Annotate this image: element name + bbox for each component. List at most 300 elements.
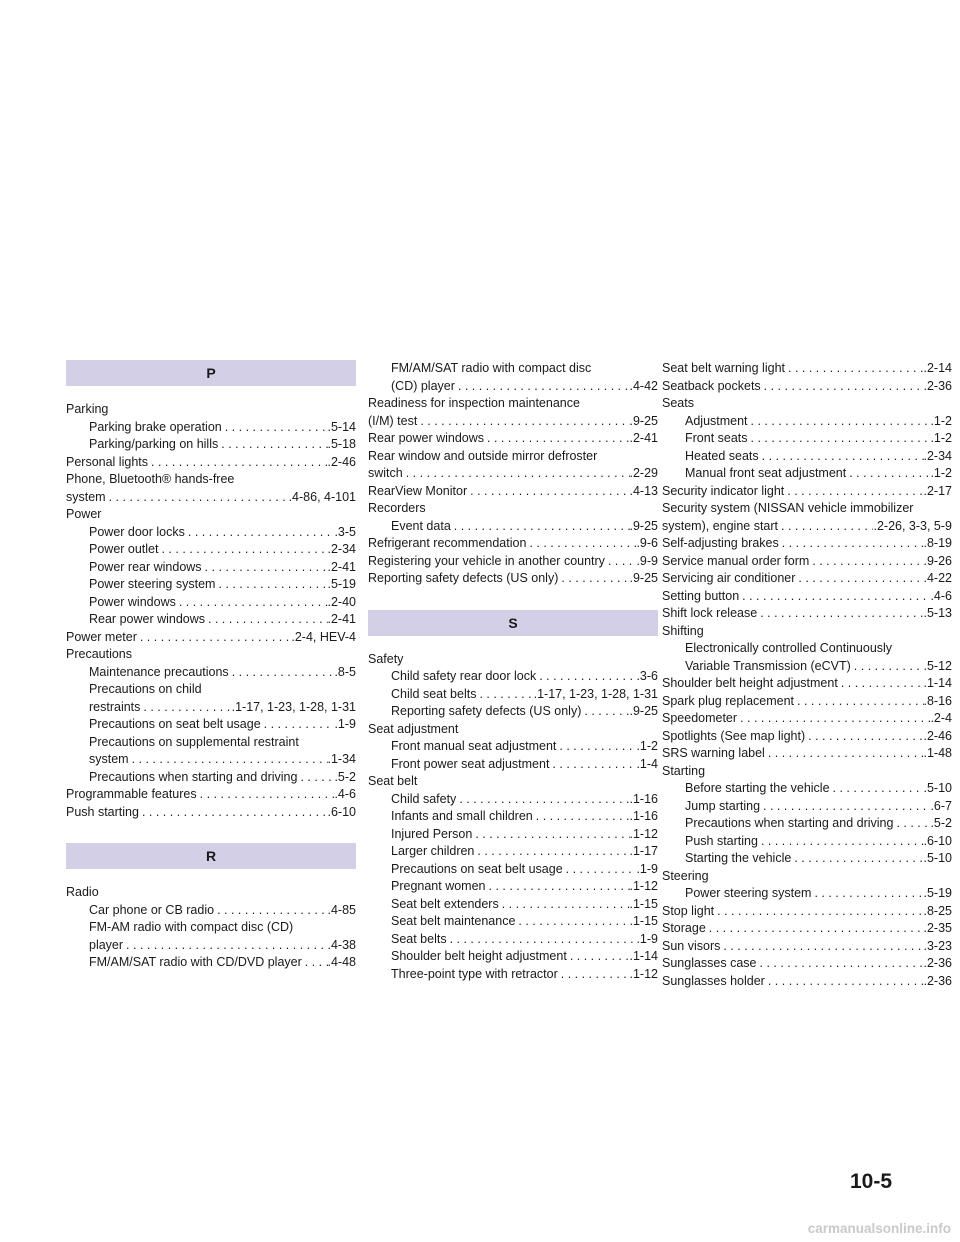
index-heading: Radio xyxy=(66,885,99,899)
dot-leader xyxy=(261,716,335,734)
entry-label: Speedometer xyxy=(662,711,738,725)
page-reference: .1-2 xyxy=(930,413,952,428)
page-reference: .2-36 xyxy=(923,378,952,393)
index-entry xyxy=(662,605,952,623)
page-reference: .2-17 xyxy=(923,483,952,498)
entry-label: Spark plug replacement xyxy=(662,693,795,708)
index-heading: Precautions xyxy=(66,647,133,661)
section-header: S xyxy=(368,610,658,636)
dot-leader xyxy=(809,553,923,571)
entry-label: Shift lock release xyxy=(662,606,758,620)
page-reference: .9-6 xyxy=(636,536,658,550)
page-reference: .2-4, HEV-4 xyxy=(291,629,356,644)
index-heading: Starting xyxy=(662,763,706,778)
page-reference: .5-2 xyxy=(334,769,356,784)
index-entry xyxy=(368,413,658,431)
index-entry xyxy=(662,675,952,693)
entry-label: Precautions when starting and driving xyxy=(89,769,298,784)
index-entry xyxy=(66,769,356,787)
dot-leader xyxy=(893,815,930,833)
page-reference: .9-9 xyxy=(636,553,658,568)
entry-label: Parking brake operation xyxy=(89,419,222,434)
entry-label: Service manual order form xyxy=(662,553,810,568)
dot-leader xyxy=(779,535,924,553)
index-entry xyxy=(662,570,952,588)
entry-label: Registering your vehicle in another country xyxy=(368,553,605,568)
index-entry xyxy=(662,938,952,956)
entry-label: Sunglasses holder xyxy=(662,973,765,988)
index-entry xyxy=(368,553,658,571)
dot-leader xyxy=(456,791,629,809)
dot-leader xyxy=(417,413,629,431)
index-entry xyxy=(66,436,356,454)
dot-leader xyxy=(556,738,636,756)
index-entry xyxy=(66,576,356,594)
entry-label: Push starting xyxy=(66,804,139,819)
entry-label: Seat belts xyxy=(391,931,447,946)
entry-label: Precautions when starting and driving xyxy=(685,816,894,830)
dot-leader xyxy=(765,745,924,763)
dot-leader xyxy=(229,664,335,682)
page-reference: .5-10 xyxy=(923,851,952,865)
entry-label: Power rear windows xyxy=(89,559,202,574)
entry-label: system xyxy=(89,752,129,766)
dot-leader xyxy=(706,920,924,938)
index-entry xyxy=(66,454,356,472)
entry-label: Reporting safety defects (US only) xyxy=(368,571,559,585)
entry-label: FM/AM/SAT radio with CD/DVD player xyxy=(89,955,302,969)
dot-leader xyxy=(484,430,629,448)
index-entry xyxy=(66,664,356,682)
index-entry xyxy=(662,745,952,763)
index-entry xyxy=(66,751,356,769)
dot-leader xyxy=(139,804,328,822)
index-entry xyxy=(66,629,356,647)
entry-label: system), engine start xyxy=(662,518,779,533)
index-entry xyxy=(368,913,658,931)
dot-leader xyxy=(129,751,328,769)
dot-leader xyxy=(472,826,629,844)
dot-leader xyxy=(123,937,327,955)
index-entry xyxy=(368,756,658,774)
entry-label: Seat belt warning light xyxy=(662,361,785,375)
index-entry xyxy=(368,703,658,721)
entry-label: system xyxy=(66,489,106,504)
page-reference: .1-12 xyxy=(629,826,658,841)
dot-leader xyxy=(214,902,327,920)
index-entry xyxy=(662,973,952,991)
entry-label: switch xyxy=(368,466,403,480)
page-reference: .4-48 xyxy=(327,955,356,969)
index-entry xyxy=(368,518,658,536)
dot-leader xyxy=(549,756,636,774)
index-heading: Safety xyxy=(368,651,404,666)
index-column-1 xyxy=(66,360,356,972)
entry-label: Larger children xyxy=(391,844,475,858)
index-column-3 xyxy=(662,360,952,990)
index-entry xyxy=(662,903,952,921)
dot-leader xyxy=(558,570,629,588)
index-entry xyxy=(368,570,658,588)
page-reference: .6-7 xyxy=(930,798,952,813)
entry-label: Security indicator light xyxy=(662,483,785,498)
index-column-2 xyxy=(368,360,658,983)
dot-leader xyxy=(785,360,924,378)
index-entry xyxy=(368,843,658,861)
page-reference: .1-15 xyxy=(629,896,658,911)
dot-leader xyxy=(563,861,637,879)
page-reference: .4-38 xyxy=(327,937,356,952)
page-reference: .2-26, 3-3, 5-9 xyxy=(873,518,952,533)
index-entry xyxy=(66,594,356,612)
index-entry xyxy=(662,710,952,728)
page-reference: .9-25 xyxy=(629,704,658,718)
page-reference: .2-41 xyxy=(327,559,356,574)
page-reference: .9-25 xyxy=(629,518,658,533)
dot-leader xyxy=(526,535,636,553)
index-heading: FM-AM radio with compact disc (CD) xyxy=(89,920,294,934)
dot-leader xyxy=(851,658,924,676)
entry-label: Injured Person xyxy=(391,826,473,841)
entry-label: Power meter xyxy=(66,629,137,644)
index-entry xyxy=(368,791,658,809)
index-entry xyxy=(66,937,356,955)
index-heading: Shifting xyxy=(662,623,704,638)
page-reference: .8-19 xyxy=(923,536,952,550)
page-reference: .2-29 xyxy=(629,466,658,480)
dot-leader xyxy=(297,769,334,787)
entry-label: Adjustment xyxy=(685,413,748,428)
page-reference: .1-14 xyxy=(923,676,952,690)
entry-label: Event data xyxy=(391,518,451,533)
entry-label: Reporting safety defects (US only) xyxy=(391,704,582,718)
entry-label: Parking/parking on hills xyxy=(89,437,219,451)
index-entry xyxy=(662,553,952,571)
entry-label: Maintenance precautions xyxy=(89,664,229,679)
dot-leader xyxy=(218,436,327,454)
entry-label: Setting button xyxy=(662,588,740,603)
index-entry xyxy=(368,896,658,914)
entry-label: Starting the vehicle xyxy=(685,851,792,865)
page-reference: .5-18 xyxy=(327,437,356,451)
page-reference: .2-36 xyxy=(923,973,952,988)
page-number: 10-5 xyxy=(850,1170,893,1193)
dot-leader xyxy=(558,966,630,984)
entry-label: Precautions on seat belt usage xyxy=(89,717,261,731)
index-entry xyxy=(662,413,952,431)
page-reference: .1-9 xyxy=(334,717,356,731)
entry-label: Power door locks xyxy=(89,524,185,539)
entry-label: Precautions on seat belt usage xyxy=(391,861,563,876)
page-reference: .1-14 xyxy=(629,949,658,963)
page-reference: .4-22 xyxy=(923,571,952,585)
page-reference: .1-16 xyxy=(629,791,658,806)
entry-label: Child safety rear door lock xyxy=(391,669,537,683)
index-heading: Precautions on supplemental restraint xyxy=(89,734,299,749)
index-heading: Precautions on child xyxy=(89,682,202,696)
index-entry xyxy=(662,728,952,746)
index-entry xyxy=(66,902,356,920)
dot-leader xyxy=(148,454,328,472)
index-entry xyxy=(66,489,356,507)
page-reference: .9-26 xyxy=(923,553,952,568)
page-reference: .5-19 xyxy=(327,577,356,591)
index-entry xyxy=(662,693,952,711)
section-header: P xyxy=(66,360,356,386)
dot-leader xyxy=(748,430,931,448)
index-heading: Phone, Bluetooth® hands-free xyxy=(66,472,235,486)
dot-leader xyxy=(757,605,923,623)
dot-leader xyxy=(185,524,335,542)
index-entry xyxy=(66,419,356,437)
index-entry xyxy=(368,808,658,826)
index-entry xyxy=(662,885,952,903)
index-heading: FM/AM/SAT radio with compact disc xyxy=(391,361,592,375)
index-heading: Seats xyxy=(662,396,694,410)
entry-label: Spotlights (See map light) xyxy=(662,728,806,743)
page-reference: .9-25 xyxy=(629,571,658,585)
index-entry xyxy=(368,465,658,483)
entry-label: Manual front seat adjustment xyxy=(685,466,847,480)
index-heading: Seat belt xyxy=(368,774,418,788)
entry-label: Front manual seat adjustment xyxy=(391,739,557,753)
dot-leader xyxy=(205,611,327,629)
dot-leader xyxy=(737,710,930,728)
index-entry xyxy=(368,861,658,879)
index-entry xyxy=(66,559,356,577)
dot-leader xyxy=(748,413,931,431)
entry-label: Power outlet xyxy=(89,542,159,556)
page-reference: .4-6 xyxy=(334,787,356,801)
page-reference: .9-25 xyxy=(629,413,658,428)
page-reference: .3-6 xyxy=(636,669,658,683)
dot-leader xyxy=(215,576,327,594)
entry-label: Jump starting xyxy=(685,798,761,813)
entry-label: Shoulder belt height adjustment xyxy=(662,676,838,690)
entry-label: Seatback pockets xyxy=(662,378,761,393)
entry-label: Front power seat adjustment xyxy=(391,756,550,771)
dot-leader xyxy=(197,786,335,804)
page-reference: .4-85 xyxy=(327,902,356,917)
dot-leader xyxy=(403,465,630,483)
entry-label: Seat belt maintenance xyxy=(391,914,516,928)
index-entry xyxy=(368,826,658,844)
index-heading: Parking xyxy=(66,402,109,416)
page-reference: .5-19 xyxy=(923,886,952,900)
page-reference: .5-12 xyxy=(923,658,952,673)
dot-leader xyxy=(846,465,930,483)
index-heading: Power xyxy=(66,507,102,521)
entry-label: Stop light xyxy=(662,903,715,918)
page-reference: .2-14 xyxy=(923,361,952,375)
page-reference: .4-86, 4-101 xyxy=(288,489,356,504)
entry-label: Pregnant women xyxy=(391,879,486,893)
dot-leader xyxy=(805,728,923,746)
dot-leader xyxy=(536,668,636,686)
index-entry xyxy=(662,483,952,501)
index-entry xyxy=(662,850,952,868)
index-entry xyxy=(368,430,658,448)
dot-leader xyxy=(140,699,231,717)
page-reference: .1-17, 1-23, 1-28, 1-31 xyxy=(231,699,356,714)
page-reference: .1-2 xyxy=(930,431,952,445)
page-reference: .1-9 xyxy=(636,931,658,946)
page-reference: .2-46 xyxy=(923,728,952,743)
entry-label: Sunglasses case xyxy=(662,956,757,970)
page-reference: .6-10 xyxy=(923,833,952,848)
index-entry xyxy=(66,524,356,542)
entry-label: (I/M) test xyxy=(368,413,418,428)
page-reference: .2-34 xyxy=(327,542,356,556)
dot-leader xyxy=(765,973,924,991)
index-heading: Security system (NISSAN vehicle immobilizer xyxy=(662,501,914,515)
page-reference: .1-15 xyxy=(629,914,658,928)
page-reference: .3-23 xyxy=(923,938,952,953)
dot-leader xyxy=(176,594,328,612)
dot-leader xyxy=(811,885,923,903)
index-heading: Rear window and outside mirror defroster xyxy=(368,448,598,463)
entry-label: Sun visors xyxy=(662,938,721,953)
dot-leader xyxy=(761,378,924,396)
dot-leader xyxy=(605,553,637,571)
dot-leader xyxy=(137,629,292,647)
page-reference: .4-13 xyxy=(629,483,658,498)
page-reference: .2-35 xyxy=(923,921,952,935)
dot-leader xyxy=(499,896,630,914)
index-entry xyxy=(368,686,658,704)
index-entry xyxy=(662,955,952,973)
dot-leader xyxy=(533,808,630,826)
page-reference: .1-12 xyxy=(629,879,658,893)
index-entry xyxy=(368,878,658,896)
page-reference: .1-4 xyxy=(636,756,658,771)
dot-leader xyxy=(567,948,630,966)
page-reference: .2-34 xyxy=(923,448,952,463)
index-entry xyxy=(66,954,356,972)
index-entry xyxy=(662,378,952,396)
entry-label: Seat belt extenders xyxy=(391,896,499,911)
dot-leader xyxy=(474,843,629,861)
entry-label: Infants and small children xyxy=(391,809,533,823)
page-reference: .1-9 xyxy=(636,861,658,876)
index-entry xyxy=(662,798,952,816)
entry-label: Before starting the vehicle xyxy=(685,781,830,795)
page-reference: .8-5 xyxy=(334,664,356,679)
dot-leader xyxy=(760,798,930,816)
page-reference: .1-16 xyxy=(629,809,658,823)
entry-label: Rear power windows xyxy=(368,431,485,445)
dot-leader xyxy=(158,541,327,559)
index-entry xyxy=(66,611,356,629)
entry-label: (CD) player xyxy=(391,378,455,393)
index-entry xyxy=(662,535,952,553)
dot-leader xyxy=(759,448,924,466)
page-reference: .1-34 xyxy=(327,752,356,766)
watermark-text: carmanualsonline.info xyxy=(807,1221,951,1236)
index-entry xyxy=(662,518,952,536)
page-reference: .4-42 xyxy=(629,378,658,393)
page-reference: .1-17 xyxy=(629,844,658,858)
entry-label: Refrigerant recommendation xyxy=(368,536,527,550)
dot-leader xyxy=(202,559,328,577)
page-reference: .1-2 xyxy=(930,466,952,480)
entry-label: Shoulder belt height adjustment xyxy=(391,949,567,963)
index-entry xyxy=(662,815,952,833)
index-entry xyxy=(66,804,356,822)
dot-leader xyxy=(714,903,923,921)
dot-leader xyxy=(838,675,924,693)
entry-label: Self-adjusting brakes xyxy=(662,536,779,550)
page-reference: .1-17, 1-23, 1-28, 1-31 xyxy=(533,686,658,701)
page-reference: .4-6 xyxy=(930,588,952,603)
index-entry xyxy=(662,588,952,606)
page-reference: .6-10 xyxy=(327,804,356,819)
entry-label: restraints xyxy=(89,699,141,714)
dot-leader xyxy=(222,419,328,437)
dot-leader xyxy=(720,938,923,956)
index-entry xyxy=(662,430,952,448)
dot-leader xyxy=(476,686,533,704)
entry-label: Push starting xyxy=(685,833,758,848)
index-entry xyxy=(662,833,952,851)
page-reference: .2-41 xyxy=(327,612,356,626)
watermark-logo xyxy=(748,1214,953,1238)
dot-leader xyxy=(106,489,289,507)
entry-label: Three-point type with retractor xyxy=(391,966,558,981)
index-heading: Steering xyxy=(662,868,709,883)
entry-label: Programmable features xyxy=(66,787,197,801)
dot-leader xyxy=(757,955,924,973)
dot-leader xyxy=(794,693,923,711)
index-entry xyxy=(66,716,356,734)
page-reference: .5-13 xyxy=(923,606,952,620)
entry-label: SRS warning label xyxy=(662,746,765,760)
page-reference: .8-25 xyxy=(923,903,952,918)
index-entry xyxy=(66,541,356,559)
index-entry xyxy=(66,786,356,804)
dot-leader xyxy=(467,483,629,501)
index-entry xyxy=(368,966,658,984)
index-entry xyxy=(368,948,658,966)
page-reference: .5-2 xyxy=(930,816,952,830)
dot-leader xyxy=(302,954,328,972)
page-reference: .2-46 xyxy=(327,454,356,469)
index-entry xyxy=(368,483,658,501)
entry-label: Variable Transmission (eCVT) xyxy=(685,658,851,673)
page-reference: .1-12 xyxy=(629,966,658,981)
dot-leader xyxy=(486,878,630,896)
dot-leader xyxy=(795,570,923,588)
index-entry xyxy=(66,699,356,717)
page-reference: .1-48 xyxy=(923,746,952,760)
dot-leader xyxy=(447,931,637,949)
index-entry xyxy=(662,658,952,676)
dot-leader xyxy=(778,518,873,536)
dot-leader xyxy=(830,780,924,798)
index-entry xyxy=(662,360,952,378)
page-reference: .8-16 xyxy=(923,693,952,708)
dot-leader xyxy=(784,483,923,501)
entry-label: Child seat belts xyxy=(391,686,477,701)
index-entry xyxy=(368,535,658,553)
index-entry xyxy=(662,448,952,466)
index-heading: Seat adjustment xyxy=(368,721,459,736)
entry-label: Power steering system xyxy=(685,886,812,900)
page-reference: .5-10 xyxy=(923,781,952,795)
dot-leader xyxy=(515,913,629,931)
dot-leader xyxy=(739,588,930,606)
dot-leader xyxy=(451,518,630,536)
